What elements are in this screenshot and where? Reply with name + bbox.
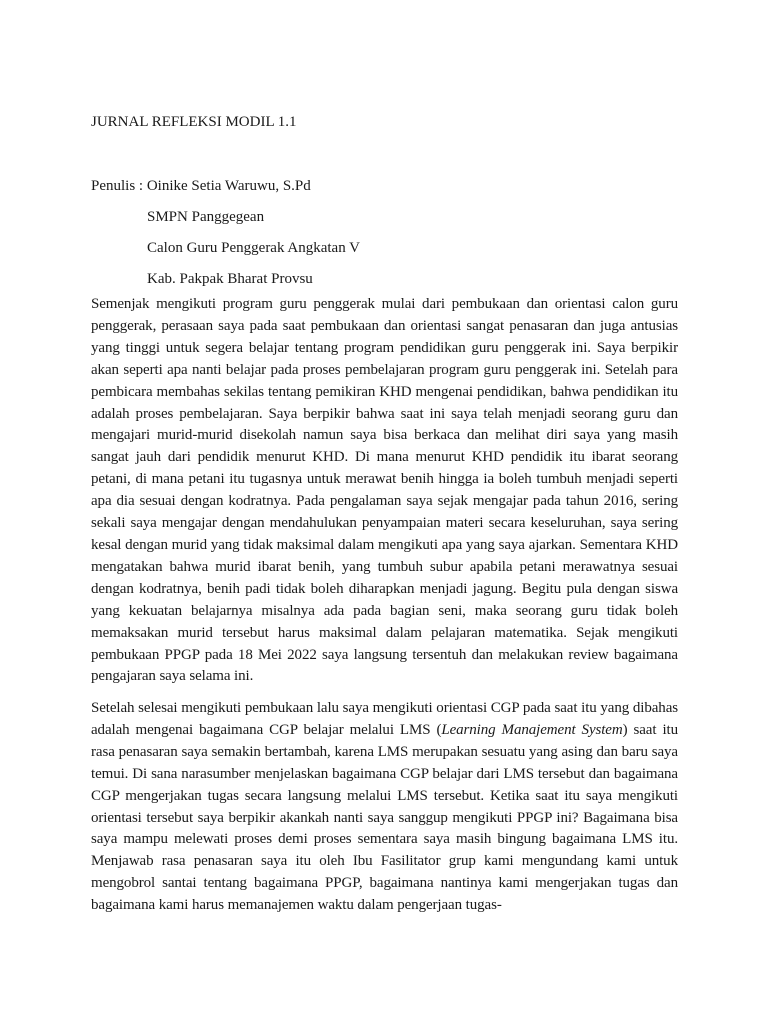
author-block: [91, 176, 360, 300]
author-role: Calon Guru Penggerak Angkatan V: [147, 240, 361, 256]
paragraph-2: [91, 698, 678, 917]
author-location: Kab. Pakpak Bharat Provsu: [147, 271, 313, 287]
author-school: SMPN Panggegean: [147, 209, 265, 225]
paragraph-2-italic-term: Learning Manajement System: [441, 721, 623, 738]
document-title: JURNAL REFLEKSI MODIL 1.1: [91, 114, 297, 130]
paragraph-2-text-a: Setelah selesai mengikuti pembukaan lalu saya mengikuti orientasi CGP pada saat itu yang dibahas adalah mengenai bagaimana CGP belajar melalui LMS (: [91, 700, 678, 738]
paragraph-2-text-b: ) saat itu rasa penasaran saya semakin bertambah, karena LMS merupakan sesuatu yang asing dan baru saya temui. Di sana narasumber menjelaskan bagaimana CGP belajar dari LMS tersebut dan bagaimana CGP mengerjakan tugas secara langsung melalui LMS tersebut. Ketika saat itu saya mengikuti orientasi tersebut saya berpikir akankah nanti saya sanggup mengikuti PPGP ini? Bagaimana bisa saya mampu melewati proses demi proses sementara saya masih bingung bagaimana LMS itu. Menjawab rasa penasaran saya itu oleh Ibu Fasilitator grup kami mengundang kami untuk mengobrol santai tentang bagaimana PPGP, bagaimana nantinya kami mengerjakan tugas dan bagaimana kami harus memanajemen waktu dalam pengerjaan tugas-: [91, 721, 678, 914]
author-name: Penulis : Oinike Setia Waruwu, S.Pd: [91, 178, 311, 194]
paragraph-1: Semenjak mengikuti program guru penggerak mulai dari pembukaan dan orientasi calon guru penggerak, perasaan saya pada saat pembukaan dan orientasi sangat penasaran dan juga antusias yang tinggi untuk segera belajar tentang program pendidikan guru penggerak ini. Saya berpikir akan seperti apa nanti belajar pada proses pembelajaran program guru penggerak ini. Setelah para pembicara membahas sekilas tentang pemikiran KHD mengenai pendidikan, bahwa pendidikan itu adalah proses pembelajaran. Saya berpikir bahwa saat ini saya telah menjadi seorang guru dan mengajari murid-murid disekolah namun saya bisa berkaca dan melihat diri saya yang masih sangat jauh dari pendidik menurut KHD. Di mana menurut KHD pendidik itu ibarat seorang petani, di mana petani itu tugasnya untuk merawat benih hingga ia boleh tumbuh menjadi seperti apa dia sesuai dengan kodratnya. Pada pengalaman saya sejak mengajar pada tahun 2016, sering sekali saya mengajar dengan mendahulukan penyampaian materi secara keseluruhan, saya sering kesal dengan murid yang tidak maksimal dalam mengikuti apa yang saya ajarkan. Sementara KHD mengatakan bahwa murid ibarat benih, yang tumbuh subur apabila petani merawatnya sesuai dengan kodratnya, benih padi tidak boleh diharapkan menjadi jagung. Begitu pula dengan siswa yang kekuatan belajarnya misalnya ada pada bagian seni, maka seorang guru tidak boleh memaksakan murid tersebut harus maksimal dalam pelajaran matematika. Sejak mengikuti pembukaan PPGP pada 18 Mei 2022 saya langsung tersentuh dan melakukan review bagaimana pengajaran saya selama ini.: [91, 296, 678, 685]
